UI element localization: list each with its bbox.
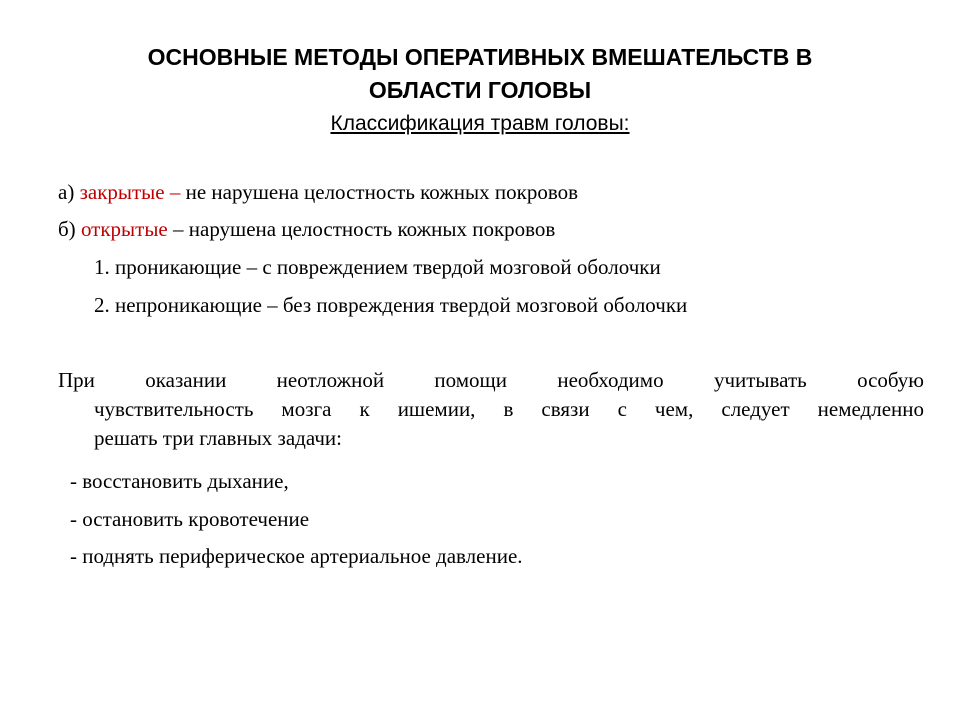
item-a-description: не нарушена целостность кожных покровов (185, 180, 579, 204)
paragraph-line-3: решать три главных задачи: (94, 426, 342, 450)
item-a-marker: а) (58, 180, 80, 204)
slide-title-line-2-text: ОБЛАСТИ ГОЛОВЫ (368, 77, 592, 103)
item-a-term: закрытые – (79, 180, 186, 204)
paragraph-line-1: При оказании неотложной помощи необходимо учитывать особую (58, 368, 924, 392)
task-item-bleeding: - остановить кровотечение (70, 507, 310, 531)
slide-subtitle (0, 110, 960, 138)
item-b-term: открытые (80, 217, 168, 241)
slide-title-line-1: ОСНОВНЫЕ МЕТОДЫ ОПЕРАТИВНЫХ ВМЕШАТЕЛЬСТВ В (147, 44, 813, 70)
paragraph-line-2: чувствительность мозга к ишемии, в связи с чем, следует немедленно (94, 397, 924, 421)
task-item-breathing: - восстановить дыхание, (70, 469, 289, 493)
slide-subtitle-text: Классификация травм головы: (330, 112, 630, 135)
item-b-marker: б) (58, 217, 81, 241)
task-item-pressure: - поднять периферическое артериальное давление. (70, 544, 523, 568)
item-b-description: – нарушена целостность кожных покровов (167, 217, 556, 241)
item-b-1: 1. проникающие – с повреждением твердой мозговой оболочки (94, 255, 661, 279)
item-a (58, 178, 578, 206)
slide-title-line-2 (0, 75, 960, 105)
emergency-paragraph (58, 366, 924, 453)
item-b-2: 2. непроникающие – без повреждения твердой мозговой оболочки (94, 293, 688, 317)
item-b (58, 215, 555, 243)
